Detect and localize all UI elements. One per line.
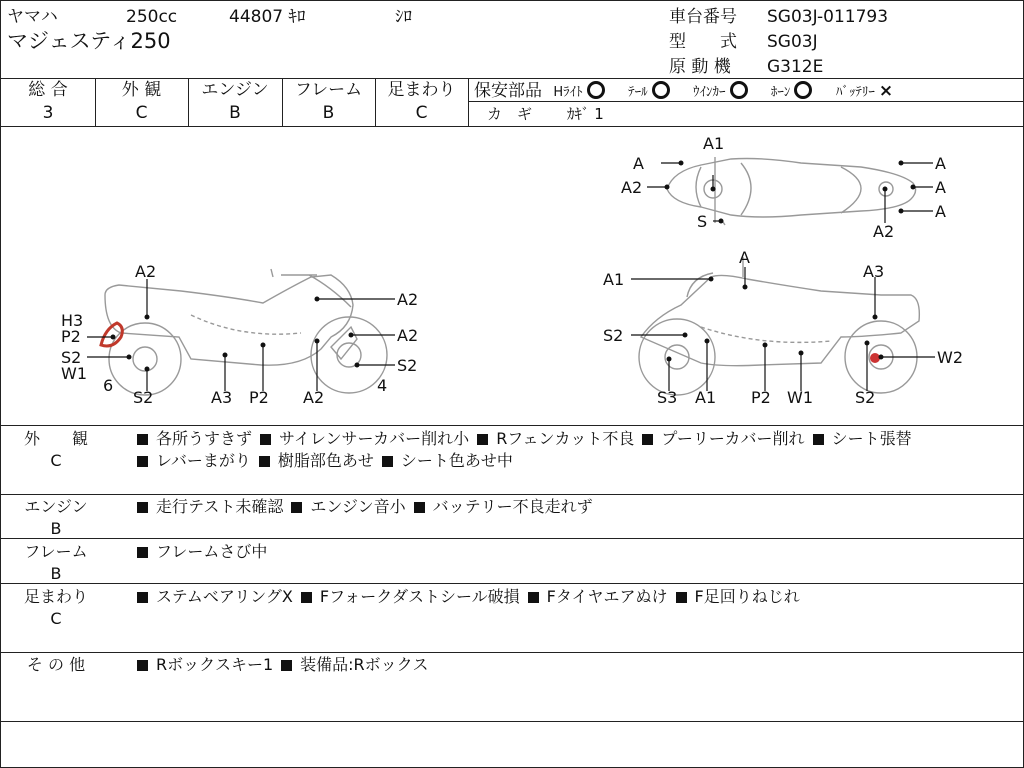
dmg-label: P2 [751,388,771,407]
grade-frame-value: B [322,103,335,123]
grade-exterior-value: C [135,103,148,123]
dmg-label: P2 [61,327,81,346]
dmg-label: S2 [855,388,876,407]
safety-label: 保安部品 [474,81,542,101]
dmg-label: A2 [397,326,419,345]
ok-circle-icon [730,81,748,99]
dmg-label: A [633,154,644,173]
key-value: ｶｷﾞ 1 [567,105,604,123]
frame-number-label: 車台番号 [669,7,737,27]
note-grade-suspension: C [50,609,62,628]
dmg-label: S2 [133,388,154,407]
note-grade-engine: B [50,519,62,538]
grade-overall-value: 3 [42,103,54,123]
dmg-label: A2 [873,222,895,241]
notes-frame: フレームさび中 [137,541,275,563]
grade-frame-label: フレーム [294,80,363,100]
displacement: 250cc [126,7,178,27]
note-category-exterior: 外 観 [23,429,88,448]
dmg-label: 6 [103,376,114,395]
dmg-label: A1 [603,270,625,289]
notes-other: Rボックスキー1 装備品:Rボックス [137,654,437,676]
grade-suspension-label: 足まわり [387,80,456,100]
grade-overall-label: 総 合 [28,80,68,100]
note-category-frame: フレーム [24,542,88,561]
model-name: マジェスティ250 [7,29,171,53]
dmg-label: A3 [211,388,233,407]
key-label: カ ギ [487,105,533,123]
note-grade-frame: B [50,564,62,583]
engine-code: G312E [767,57,824,77]
ok-circle-icon [794,81,812,99]
note-category-engine: エンジン [24,497,88,516]
ok-circle-icon [652,81,670,99]
dmg-label: A2 [397,290,419,309]
dmg-label: W1 [787,388,813,407]
ok-circle-icon [587,81,605,99]
note-category-other: そ の 他 [26,655,86,674]
grade-engine-label: エンジン [201,80,269,100]
grade-engine-value: B [229,103,241,123]
safety-parts: 保安部品 Hﾗｲﾄ ﾃｰﾙ ｳｲﾝｶｰ ﾎｰﾝ ﾊﾞｯﾃﾘｰ × [474,81,894,101]
grade-suspension-value: C [415,103,428,123]
dmg-label: S [697,212,708,231]
frame-number: SG03J-011793 [767,7,889,27]
dmg-label: W2 [937,348,963,367]
note-category-suspension: 足まわり [23,587,88,606]
grade-exterior-label: 外 観 [121,80,162,100]
maker: ヤマハ [7,7,58,27]
dmg-label: A [739,248,750,267]
dmg-label: A1 [695,388,717,407]
dmg-label: H3 [61,311,84,330]
color: ｼﾛ [395,7,412,27]
notes-exterior: 各所うすきず サイレンサーカバー削れ小 Rフェンカット不良 プーリーカバー削れ シート張替 レバーまがり 樹脂部色あせ シート色あせ中 [137,428,920,472]
dmg-label: 4 [377,376,388,395]
ng-cross-icon: × [878,81,894,101]
dmg-label: A2 [303,388,325,407]
dmg-label: A2 [135,262,157,281]
dmg-label: A [935,154,946,173]
dmg-label: A1 [703,134,725,153]
dmg-label: P2 [249,388,269,407]
engine-label: 原 動 機 [669,57,731,77]
notes-suspension: ステムベアリングX Fフォークダストシール破損 Fタイヤエアぬけ F足回りねじれ [137,586,808,608]
dmg-label: S3 [657,388,678,407]
notes-engine: 走行テスト未確認 エンジン音小 バッテリー不良走れず [137,496,601,518]
dmg-label: A [935,202,946,221]
dmg-label: A2 [621,178,643,197]
dmg-label: A3 [863,262,885,281]
damage-diagram [1,127,1023,425]
note-grade-exterior: C [50,451,62,470]
dmg-label: S2 [603,326,624,345]
dmg-label: S2 [397,356,418,375]
dmg-label: A [935,178,946,197]
model-code: SG03J [767,32,818,52]
mileage: 44807 ｷﾛ [229,7,306,27]
dmg-label: S2 [61,348,82,367]
dmg-label: W1 [61,364,87,383]
model-code-label: 型 式 [669,32,737,52]
